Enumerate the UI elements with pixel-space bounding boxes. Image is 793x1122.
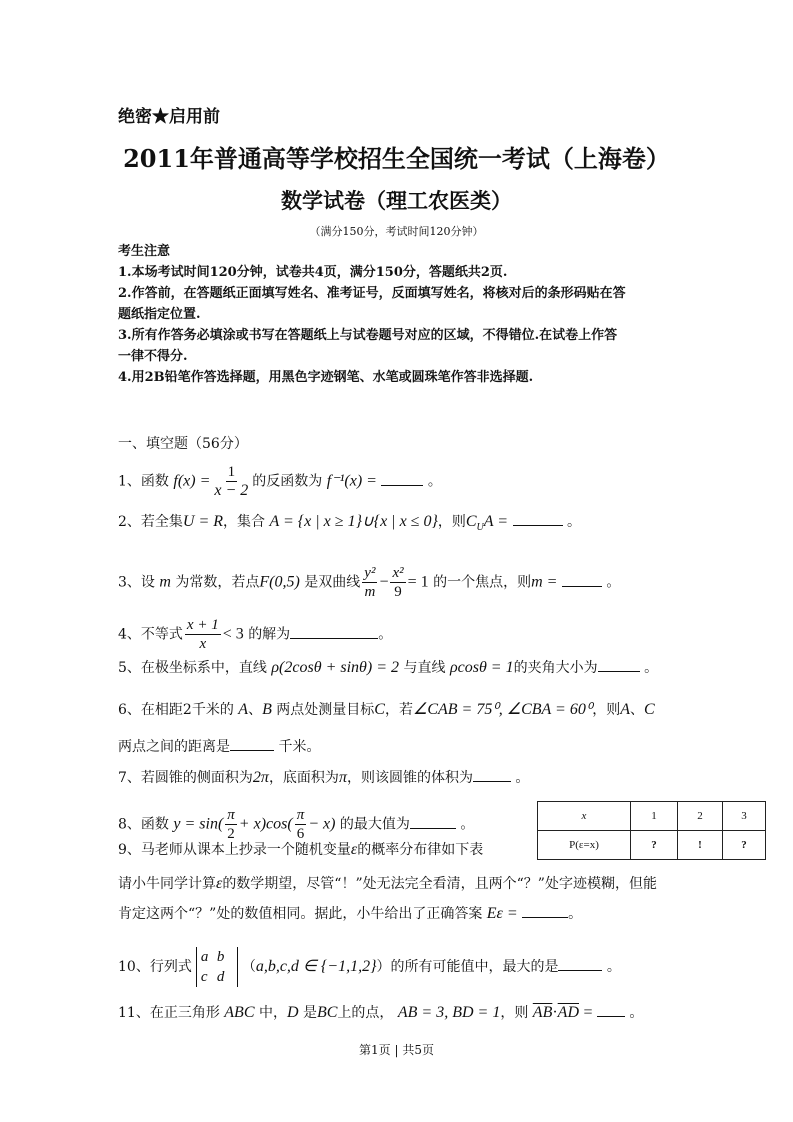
answer-blank[interactable] [558,956,602,971]
q-text: 千米。 [278,739,321,755]
det-cell: c [200,969,208,985]
numerator: 1 [227,464,236,480]
q-text: 9、马老师从课本上抄录一个随机变量 [118,842,351,858]
fraction [185,616,221,653]
q-text: 与直线 [403,660,446,676]
table-cell: 1 [631,802,678,831]
q-text: ，集合 [223,514,266,530]
formula: C [465,513,477,530]
formula: − x) [308,815,336,833]
q-text: 6、在相距2千米的 [118,702,234,718]
score-time: （满分150分，考试时间120分钟） [309,225,484,238]
formula: AB = 3, BD = 1 [397,1004,501,1021]
notice-line: 题纸指定位置. [118,307,201,322]
q-text: 7、若圆锥的侧面积为 [118,770,253,786]
formula: 2π [252,769,269,786]
q-text: 4、不等式 [118,626,183,643]
answer-blank[interactable] [230,736,274,751]
table-row [538,831,766,860]
q-text: 11、在正三角形 [118,1005,220,1021]
q-text: 请小牛同学计算 [118,876,216,892]
notice-line: 4.用2B铅笔作答选择题，用黑色字迹钢笔、水笔或圆珠笔作答非选择题. [118,370,534,385]
question-8 [118,806,474,843]
question-9-cont [118,903,582,924]
question-10 [118,947,621,987]
q-text: ，则 [437,514,466,530]
q-text: 。 [378,626,393,643]
q-text: 。 [427,473,442,490]
formula: ∠CAB = 75⁰, ∠CBA = 60⁰ [412,701,593,718]
det-cell: b [216,949,225,965]
determinant [196,947,238,987]
denominator: 2 [227,826,235,842]
q-text: 。 [644,660,659,676]
table-cell: P(ε=x) [538,831,631,860]
q-text: 5、在极坐标系中，直线 [118,660,267,676]
answer-blank[interactable] [513,511,563,526]
table-cell: 2 [678,802,723,831]
q-text: 、 [630,702,645,718]
table-cell: ? [631,831,678,860]
formula: a,b,c,d ∈ {−1,1,2} [255,958,377,975]
formula: A = {x | x ≥ 1}∪{x | x ≤ 0} [269,513,438,530]
formula: ε [350,841,358,858]
q-text: 2、若全集 [118,514,183,530]
fraction [390,564,405,601]
subscript: U [476,521,484,533]
q-text: 的概率分布律如下表 [357,842,484,858]
notice-heading: 考生注意 [118,244,171,259]
notice-line: 2.作答前，在答题纸正面填写姓名、准考证号，反面填写姓名，将核对后的条形码贴在答 [118,286,626,301]
answer-blank[interactable] [562,572,602,587]
formula: · [552,1004,558,1021]
numerator: x + 1 [186,617,219,633]
denominator: m [364,584,376,600]
confidential-label: 绝密★启用前 [118,107,220,127]
formula: + x)cos( [238,815,293,833]
formula: f⁻¹(x) = [326,472,377,490]
formula: m [159,573,171,591]
numerator: π [227,807,235,823]
formula: C [644,701,655,718]
formula: f(x) = [173,472,211,490]
table-row [538,802,766,831]
q-text: 3、设 [118,574,155,591]
formula: ε [216,875,223,892]
formula: BC [316,1004,338,1021]
numerator: x² [392,565,404,581]
formula: A [238,701,249,718]
q-text: 为常数，若点 [175,574,260,591]
q-text: 。 [515,770,530,786]
question-3 [118,564,620,601]
det-cell: d [216,969,225,985]
numerator: π [296,807,305,823]
denominator: x − 2 [214,482,249,499]
q-text: 。 [606,959,621,975]
distribution-table [537,801,766,860]
page-subtitle: 数学试卷（理工农医类） [281,188,512,213]
formula: A = [483,513,509,530]
table-cell: ! [678,831,723,860]
question-11 [118,1002,643,1023]
formula: ABC [224,1004,255,1021]
formula: π [338,769,347,786]
page-footer: 第1页 | 共5页 [359,1043,434,1057]
formula: Eε = [486,905,518,922]
question-9 [118,840,483,860]
q-text: 。 [568,906,583,922]
q-text: 是 [302,1005,317,1021]
q-text: ，则该圆锥的体积为 [346,770,473,786]
q-text: 的数学期望，尽管“！”处无法完全看清，且两个“？”处字迹模糊，但能 [222,876,657,892]
q-text: 肯定这两个“？”处的数值相同。据此，小牛给出了正确答案 [118,906,483,922]
q-text: ，若 [384,702,413,718]
question-6 [118,700,655,720]
question-5 [118,657,658,678]
table-cell: 3 [723,802,766,831]
q-text: 是双曲线 [304,574,361,591]
formula: F(0,5) [259,573,300,591]
formula: m = [531,573,558,591]
denominator: 9 [394,584,402,600]
q-text: 的一个焦点，则 [433,574,532,591]
q-text: ）的所有可能值中，最大的是 [376,959,559,975]
q-text: 。 [566,514,581,530]
question-1 [118,463,442,500]
q-text: 中， [258,1005,287,1021]
formula: C [374,701,385,718]
vector: $\overline{AB}$ [532,1004,553,1021]
fraction [225,806,237,843]
formula: B [262,701,272,718]
q-text: 。 [606,574,621,591]
fraction [362,564,377,601]
formula: ρ(2cosθ + sinθ) = 2 [271,659,400,676]
question-4 [118,616,392,653]
question-7 [118,767,529,788]
q-text: 1、函数 [118,473,169,490]
question-6-cont [118,736,320,757]
q-text: 8、函数 [118,816,169,833]
question-2 [118,511,581,538]
q-text: 。 [629,1005,644,1021]
q-text: ，底面积为 [268,770,339,786]
answer-blank[interactable] [381,471,423,486]
answer-blank[interactable] [598,657,640,672]
fraction [212,463,250,500]
formula: ρcosθ = 1 [449,659,514,676]
q-text: 。 [460,816,475,833]
page-title: 2011年普通高等学校招生全国统一考试（上海卷） [123,144,670,173]
formula: D [286,1004,299,1021]
table-cell: x [538,802,631,831]
answer-blank[interactable] [522,903,568,918]
numerator: y² [364,565,376,581]
q-text: 10、行列式 [118,959,192,975]
q-text: ，则 [500,1005,529,1021]
q-text: （ [241,959,256,975]
q-text: 的夹角大小为 [513,660,598,676]
table-cell: ? [723,831,766,860]
q-text: 两点之间的距离是 [118,739,230,755]
det-cell: a [200,949,209,965]
q-text: 的反函数为 [252,473,323,490]
formula: = [583,1004,593,1021]
notice-line: 3.所有作答务必填涂或书写在答题纸上与试卷题号对应的区域，不得错位.在试卷上作答 [118,328,618,343]
answer-blank[interactable] [290,624,378,639]
formula: U = R [182,513,224,530]
q-text: 两点处测量目标 [276,702,375,718]
formula: = 1 [407,573,429,591]
answer-blank[interactable] [597,1002,625,1017]
q-text: 的最大值为 [339,816,410,833]
formula: y = sin( [173,815,224,833]
q-text: ，则 [592,702,621,718]
answer-blank[interactable] [473,767,511,782]
q-text: 、 [248,702,263,718]
answer-blank[interactable] [410,814,456,829]
denominator: 6 [296,826,305,842]
q-text: 上的点， [337,1005,394,1021]
notice-line: 1.本场考试时间120分钟，试卷共4页，满分150分，答题纸共2页. [118,265,508,280]
question-9-cont [118,874,657,894]
formula: A [620,701,631,718]
q-text: 的解为 [248,626,291,643]
formula: < 3 [222,625,244,643]
fraction [295,806,307,843]
vector: $\overline{AD}$ [557,1004,579,1021]
denominator: x [199,636,207,652]
section-title: 一、填空题（56分） [118,436,248,452]
notice-line: 一律不得分. [118,349,188,364]
formula: − [379,573,389,591]
